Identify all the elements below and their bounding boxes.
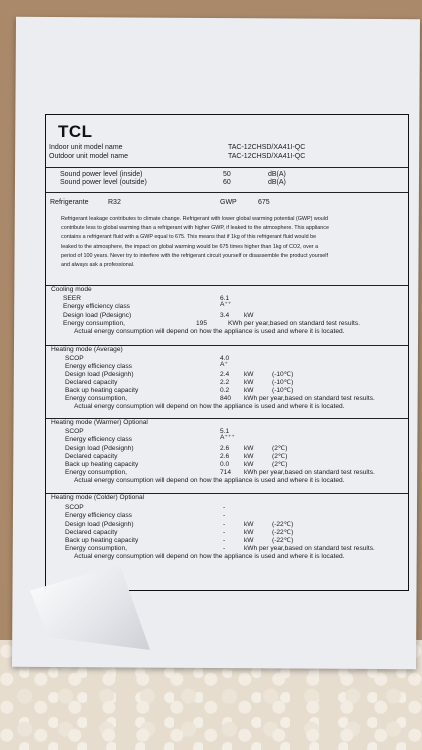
cooling-design-value: 3.4 bbox=[220, 312, 230, 319]
heating-average-design-temp: (-10℃) bbox=[272, 371, 294, 378]
heating-warmer-design-temp: (2℃) bbox=[272, 445, 288, 452]
sound-inside-unit: dB(A) bbox=[268, 171, 286, 178]
sound-outside-unit: dB(A) bbox=[268, 179, 286, 186]
divider bbox=[46, 285, 408, 286]
heating-colder-design-temp: (-22℃) bbox=[272, 521, 294, 528]
sound-outside-label: Sound power level (outside) bbox=[60, 179, 147, 186]
indoor-model-value: TAC-12CHSD/XA41I-QC bbox=[228, 144, 306, 151]
heating-colder-declared-value: - bbox=[223, 529, 226, 536]
heating-warmer-note: Actual energy consumption will depend on how the appliance is used and where it is located. bbox=[74, 477, 345, 484]
heating-colder-declared-label: Declared capacity bbox=[65, 529, 118, 536]
refrigerant-value: R32 bbox=[108, 199, 121, 206]
warning-line: leaked to the atmosphere, the impact on global warming would be 675 times higher than 1kg of CO2, over a bbox=[61, 243, 319, 250]
heating-average-declared-unit: kW bbox=[244, 379, 254, 386]
heating-warmer-declared-unit: kW bbox=[244, 453, 254, 460]
heating-colder-declared-temp: (-22℃) bbox=[272, 529, 294, 536]
heating-colder-title: Heating mode (Colder) Optional bbox=[51, 494, 145, 501]
cooling-consumption-unit: KWh per year,based on standard test results. bbox=[228, 320, 360, 327]
scop-label: SCOP bbox=[65, 504, 84, 511]
gwp-label: GWP bbox=[220, 199, 237, 206]
heating-colder-backup-value: - bbox=[223, 537, 226, 544]
sound-outside-value: 60 bbox=[223, 179, 231, 186]
heating-colder-backup-temp: (-22℃) bbox=[272, 537, 294, 544]
refrigerant-warning bbox=[61, 215, 401, 270]
warning-line: Refrigerant leakage contributes to climate change. Refrigerant with lower global warming potential (GWP) would bbox=[61, 216, 328, 222]
heating-warmer-design-unit: kW bbox=[244, 445, 254, 452]
heating-warmer-class-value: A⁺⁺⁺ bbox=[220, 434, 235, 441]
heating-colder-consumption-unit: kWh per year,based on standard test results. bbox=[244, 545, 375, 552]
cooling-class-label: Energy efficiency class bbox=[63, 303, 130, 310]
heating-average-consumption-unit: kWh per year,based on standard test results. bbox=[244, 395, 375, 402]
heating-average-declared-temp: (-10℃) bbox=[272, 379, 294, 386]
heating-warmer-backup-temp: (2℃) bbox=[272, 461, 288, 468]
heating-warmer-consumption-label: Energy consumption, bbox=[65, 469, 127, 476]
cooling-design-label: Design load (Pdesignc) bbox=[63, 312, 132, 319]
heating-average-class-value: A⁺ bbox=[220, 361, 228, 368]
warning-line: period of 100 years. Never try to interfere with the refrigerant circuit yourself or disassemble the product yourself bbox=[61, 252, 328, 259]
brand-logo: TCL bbox=[58, 122, 93, 141]
heating-warmer-class-label: Energy efficiency class bbox=[65, 436, 132, 443]
cooling-note: Actual energy consumption will depend on how the appliance is used and where it is located. bbox=[74, 328, 345, 335]
gwp-value: 675 bbox=[258, 199, 270, 206]
heating-average-consumption-value: 840 bbox=[220, 395, 232, 402]
warning-line: contribute less to global warming than a refrigerant with higher GWP, if leaked to the atmosphere. This appliance bbox=[61, 225, 329, 232]
heating-average-backup-label: Back up heating capacity bbox=[65, 387, 139, 394]
heating-warmer-backup-unit: kW bbox=[244, 461, 254, 468]
cooling-section-title: Cooling mode bbox=[51, 286, 92, 293]
cooling-consumption-value: 195 bbox=[196, 320, 208, 327]
heating-average-consumption-label: Energy consumption, bbox=[65, 395, 127, 402]
energy-label bbox=[45, 114, 409, 591]
scop-label: SCOP bbox=[65, 355, 84, 362]
heating-average-design-unit: kW bbox=[244, 371, 254, 378]
sound-inside-label: Sound power level (inside) bbox=[60, 171, 143, 178]
heating-warmer-design-label: Design load (Pdesignh) bbox=[65, 445, 134, 452]
heating-average-note: Actual energy consumption will depend on how the appliance is used and where it is located. bbox=[74, 403, 345, 410]
heating-colder-class-value: - bbox=[223, 512, 226, 519]
heating-warmer-backup-value: 0.0 bbox=[220, 461, 230, 468]
refrigerant-label: Refrigerante bbox=[50, 199, 89, 206]
indoor-model-label: Indoor unit model name bbox=[49, 144, 123, 151]
scop-label: SCOP bbox=[65, 428, 84, 435]
heating-average-backup-unit: kW bbox=[244, 387, 254, 394]
outdoor-model-value: TAC-12CHSD/XA41I-QC bbox=[228, 153, 306, 160]
heating-average-design-value: 2.4 bbox=[220, 371, 230, 378]
cooling-design-unit: kW bbox=[244, 312, 254, 319]
seer-label: SEER bbox=[63, 295, 81, 302]
warning-line: and always ask a professional. bbox=[61, 262, 135, 269]
divider bbox=[46, 192, 408, 193]
heating-warmer-design-value: 2.6 bbox=[220, 445, 230, 452]
heating-colder-backup-unit: kW bbox=[244, 537, 254, 544]
heating-warmer-backup-label: Back up heating capacity bbox=[65, 461, 139, 468]
heating-colder-backup-label: Back up heating capacity bbox=[65, 537, 139, 544]
heating-average-declared-value: 2.2 bbox=[220, 379, 230, 386]
heating-average-declared-label: Declared capacity bbox=[65, 379, 118, 386]
outdoor-model-label: Outdoor unit model name bbox=[49, 153, 128, 160]
warning-line: contains a refrigerant fluid with a GWP equal to 675. This means that if 1kg of this refrigerant fluid would be bbox=[61, 234, 317, 241]
heating-average-class-label: Energy efficiency class bbox=[65, 363, 132, 370]
heating-colder-design-value: - bbox=[223, 521, 226, 528]
heating-colder-declared-unit: kW bbox=[244, 529, 254, 536]
heating-warmer-declared-value: 2.6 bbox=[220, 453, 230, 460]
scop-value: 5.1 bbox=[220, 428, 230, 435]
heating-average-design-label: Design load (Pdesignh) bbox=[65, 371, 134, 378]
cooling-class-value: A⁺⁺ bbox=[220, 301, 232, 308]
heating-warmer-title: Heating mode (Warmer) Optional bbox=[51, 419, 148, 426]
heating-colder-design-unit: kW bbox=[244, 521, 254, 528]
cooling-consumption-label: Energy consumption, bbox=[63, 320, 125, 327]
scop-value: - bbox=[223, 504, 226, 511]
heating-colder-class-label: Energy efficiency class bbox=[65, 512, 132, 519]
divider bbox=[46, 167, 408, 168]
heating-warmer-declared-temp: (2℃) bbox=[272, 453, 288, 460]
heating-warmer-declared-label: Declared capacity bbox=[65, 453, 118, 460]
heating-average-backup-temp: (-10℃) bbox=[272, 387, 294, 394]
heating-colder-design-label: Design load (Pdesignh) bbox=[65, 521, 134, 528]
sound-inside-value: 50 bbox=[223, 171, 231, 178]
heating-warmer-consumption-value: 714 bbox=[220, 469, 232, 476]
heating-colder-consumption-value: - bbox=[223, 545, 226, 552]
scop-value: 4.0 bbox=[220, 355, 230, 362]
heating-average-backup-value: 0.2 bbox=[220, 387, 230, 394]
heating-warmer-consumption-unit: kWh per year,based on standard test results. bbox=[244, 469, 375, 476]
seer-value: 6.1 bbox=[220, 295, 230, 302]
heating-colder-consumption-label: Energy consumption, bbox=[65, 545, 127, 552]
heating-average-title: Heating mode (Average) bbox=[51, 346, 123, 353]
heating-colder-note: Actual energy consumption will depend on how the appliance is used and where it is located. bbox=[74, 553, 345, 560]
